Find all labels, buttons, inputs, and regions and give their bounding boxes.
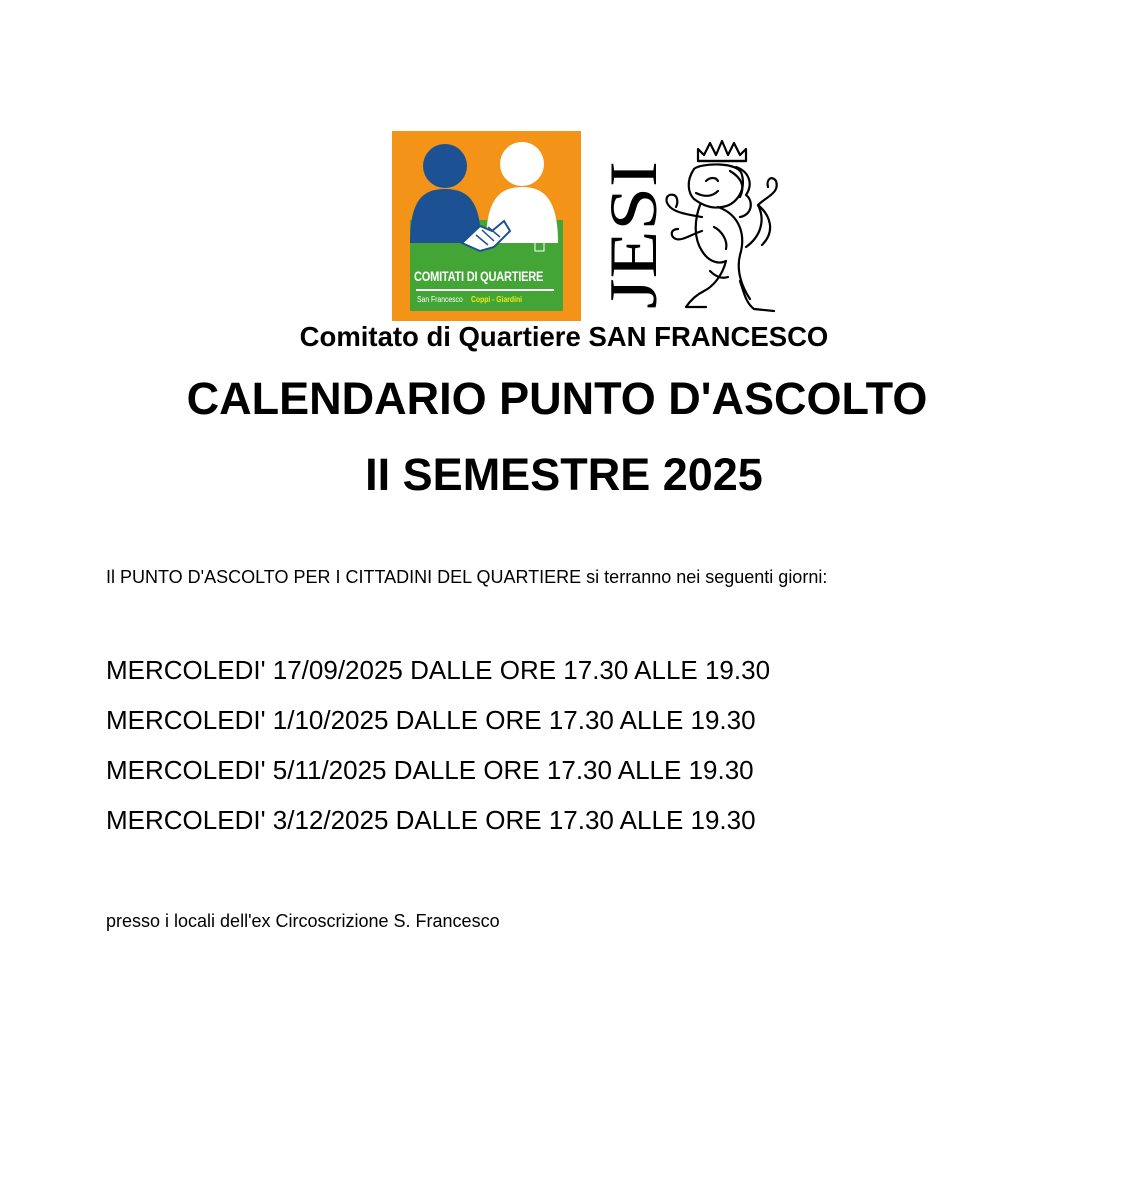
committee-name: Comitato di Quartiere SAN FRANCESCO [299, 321, 829, 352]
logo-divider [416, 289, 554, 291]
list-item: MERCOLEDI' 3/12/2025 DALLE ORE 17.30 ALLE 19.30 [106, 805, 756, 835]
logo-sub-left-text: San Francesco [417, 295, 463, 304]
jesi-logo-text: JESI [595, 180, 671, 309]
intro-text: Il PUNTO D'ASCOLTO PER I CITTADINI DEL QUARTIERE si terranno nei seguenti giorni: [106, 567, 828, 587]
location-text: presso i locali dell'ex Circoscrizione S. Francesco [106, 911, 500, 931]
logo-main-text: COMITATI DI QUARTIERE [414, 269, 544, 284]
list-item: MERCOLEDI' 1/10/2025 DALLE ORE 17.30 ALLE 19.30 [106, 705, 756, 735]
jesi-city-logo [590, 131, 786, 323]
list-item: MERCOLEDI' 17/09/2025 DALLE ORE 17.30 ALLE 19.30 [106, 655, 771, 685]
page-subtitle: II SEMESTRE 2025 [365, 449, 763, 500]
logo-sub-right-text: Coppi - Giardini [471, 295, 522, 304]
lion-rampant-crowned-icon [667, 141, 777, 311]
page-title: CALENDARIO PUNTO D'ASCOLTO [186, 373, 928, 424]
list-item: MERCOLEDI' 5/11/2025 DALLE ORE 17.30 ALLE 19.30 [106, 755, 754, 785]
handshake-people-icon [392, 131, 581, 321]
comitati-di-quartiere-logo [392, 131, 581, 321]
dates-list [106, 645, 770, 845]
